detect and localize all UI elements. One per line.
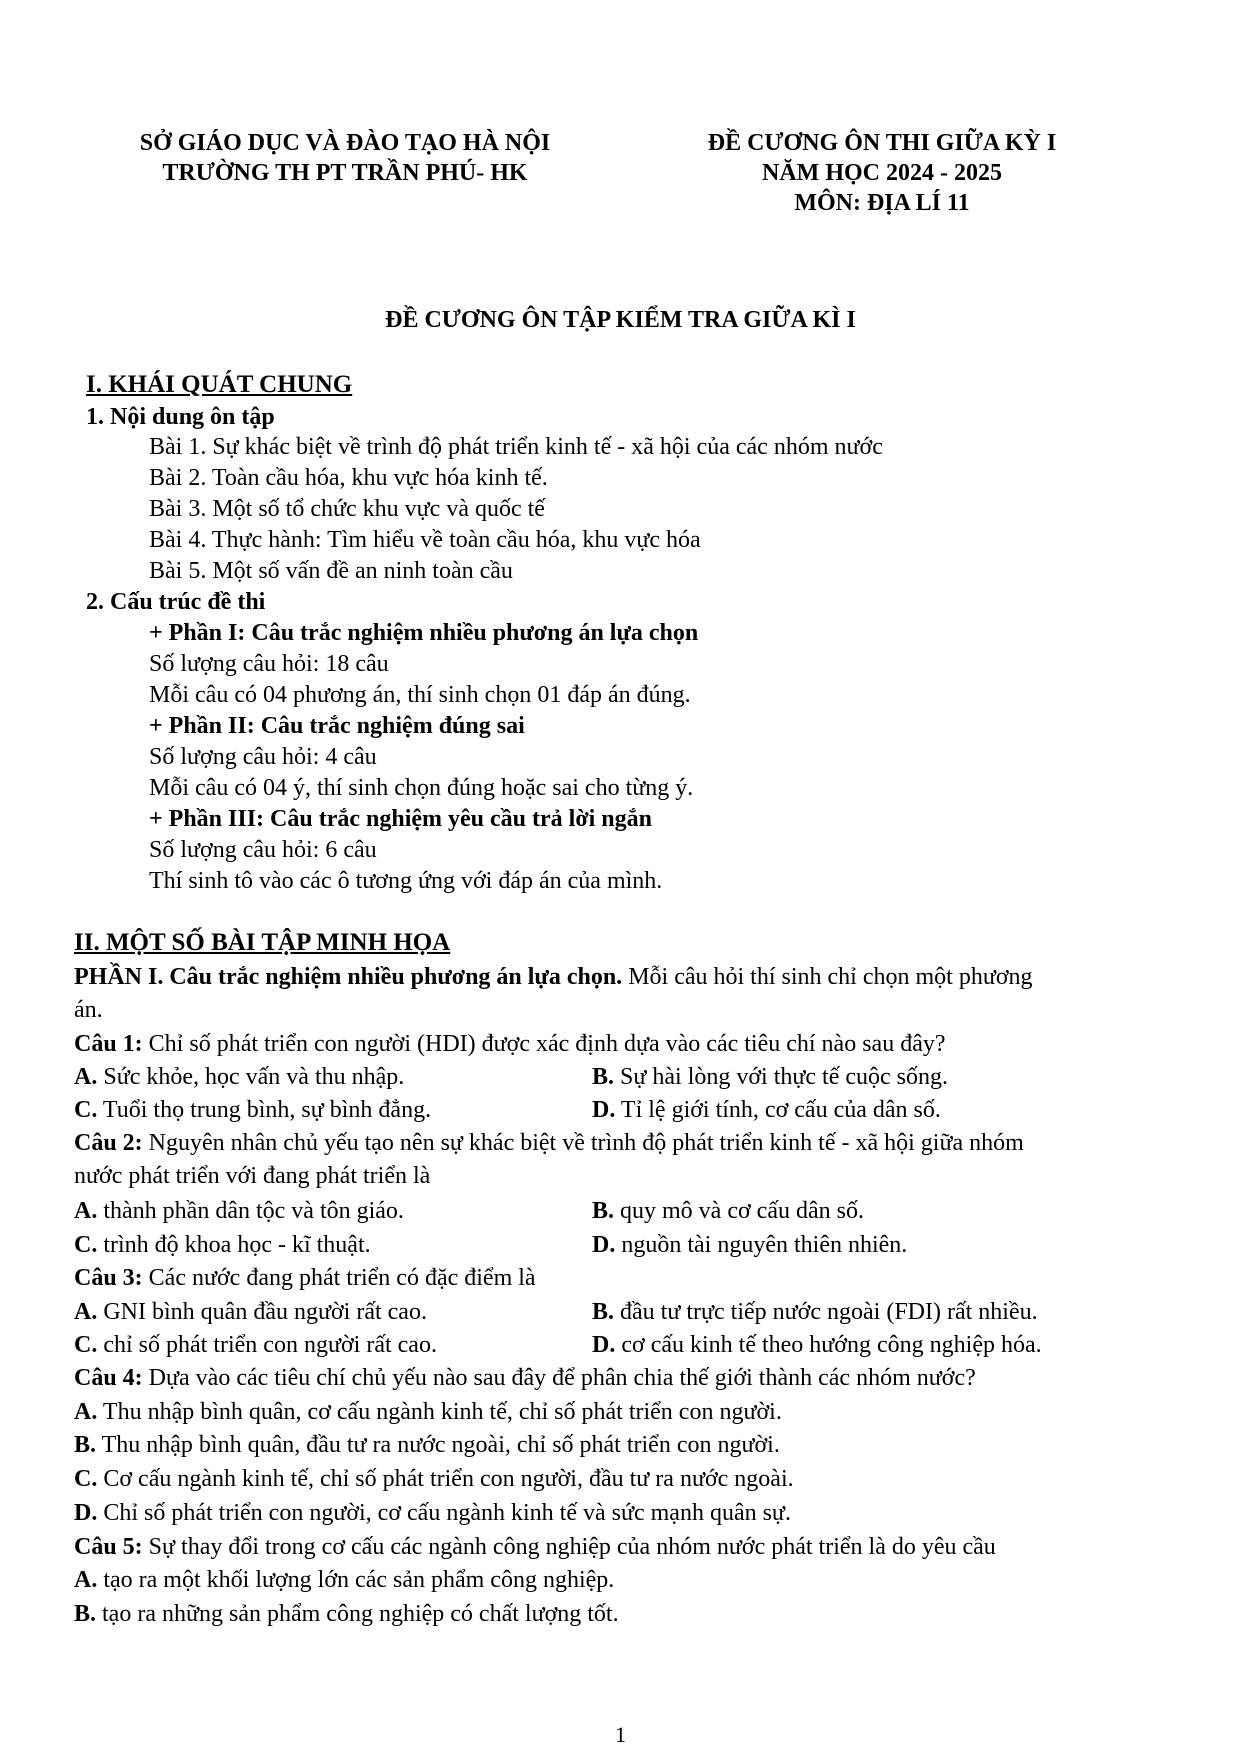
option-letter: B. (592, 1299, 615, 1325)
option-text: Tỉ lệ giới tính, cơ cấu của dân số. (620, 1097, 941, 1123)
subject: MÔN: ĐỊA LÍ 11 (794, 190, 970, 216)
option-letter: B. (74, 1601, 97, 1627)
option-letter: A. (74, 1064, 98, 1090)
document-title: ĐỀ CƯƠNG ÔN TẬP KIỂM TRA GIỮA KÌ I (385, 307, 856, 333)
option-letter: B. (592, 1198, 615, 1224)
question-text: Chỉ số phát triển con người (HDI) được xác định dựa vào các tiêu chí nào sau đây? (142, 1031, 946, 1057)
section-2-heading: II. MỘT SỐ BÀI TẬP MINH HỌA (74, 929, 451, 956)
question-3 (74, 1263, 536, 1293)
subsection-structure: 2. Cấu trúc đề thi (86, 589, 266, 615)
question-label: Câu 4: (74, 1365, 143, 1391)
part-intro (74, 962, 1033, 992)
question-text: Sự thay đổi trong cơ cấu các ngành công nghiệp của nhóm nước phát triển là do yêu cầu (142, 1534, 996, 1560)
lesson-item: Bài 5. Một số vấn đề an ninh toàn cầu (149, 558, 513, 584)
option-letter: D. (592, 1232, 616, 1258)
part-3-count: Số lượng câu hỏi: 6 câu (149, 837, 377, 863)
option-text: GNI bình quân đầu người rất cao. (103, 1299, 427, 1325)
option-b (592, 1062, 948, 1092)
lesson-item: Bài 3. Một số tổ chức khu vực và quốc tế (149, 496, 545, 522)
page-number: 1 (615, 1722, 626, 1747)
option-letter: A. (74, 1567, 98, 1593)
option-letter: C. (74, 1332, 98, 1358)
lesson-item: Bài 2. Toàn cầu hóa, khu vực hóa kinh tế. (149, 465, 548, 491)
option-d (592, 1095, 941, 1125)
option-c (74, 1330, 437, 1360)
question-label: Câu 5: (74, 1534, 143, 1560)
subsection-content: 1. Nội dung ôn tập (86, 404, 275, 430)
question-4 (74, 1363, 976, 1393)
part-1-desc: Mỗi câu có 04 phương án, thí sinh chọn 01 đáp án đúng. (149, 682, 691, 708)
option-b (74, 1430, 780, 1460)
option-letter: A. (74, 1399, 98, 1425)
question-text: Dựa vào các tiêu chí chủ yếu nào sau đây để phân chia thế giới thành các nhóm nước? (142, 1365, 976, 1391)
option-d (592, 1330, 1042, 1360)
option-c (74, 1095, 431, 1125)
part-intro-text: Mỗi câu hỏi thí sinh chỉ chọn một phương (622, 964, 1033, 990)
option-c (74, 1464, 794, 1494)
option-letter: D. (592, 1097, 616, 1123)
option-b (592, 1196, 864, 1226)
option-text: Tuổi thọ trung bình, sự bình đẳng. (102, 1097, 432, 1123)
department-name: SỞ GIÁO DỤC VÀ ĐÀO TẠO HÀ NỘI (139, 130, 551, 156)
question-5 (74, 1532, 996, 1562)
question-2 (74, 1128, 1024, 1158)
option-b (74, 1599, 619, 1629)
option-letter: A. (74, 1198, 98, 1224)
part-2-count: Số lượng câu hỏi: 4 câu (149, 744, 377, 770)
option-a (74, 1565, 614, 1595)
question-label: Câu 3: (74, 1265, 143, 1291)
part-3-title: + Phần III: Câu trắc nghiệm yêu cầu trả lời ngắn (149, 806, 652, 832)
option-a (74, 1196, 404, 1226)
school-year: NĂM HỌC 2024 - 2025 (762, 160, 1002, 186)
option-letter: B. (592, 1064, 615, 1090)
option-text: tạo ra những sản phẩm công nghiệp có chất lượng tốt. (102, 1601, 619, 1627)
option-a (74, 1062, 404, 1092)
part-1-title: + Phần I: Câu trắc nghiệm nhiều phương án lựa chọn (149, 620, 699, 646)
question-2-cont: nước phát triển với đang phát triển là (74, 1163, 431, 1189)
option-text: nguồn tài nguyên thiên nhiên. (621, 1232, 908, 1258)
part-intro-label: PHẦN I. Câu trắc nghiệm nhiều phương án lựa chọn. (74, 964, 623, 990)
part-2-title: + Phần II: Câu trắc nghiệm đúng sai (149, 713, 525, 739)
option-text: cơ cấu kinh tế theo hướng công nghiệp hóa. (621, 1332, 1042, 1358)
option-text: trình độ khoa học - kĩ thuật. (103, 1232, 371, 1258)
option-c (74, 1230, 371, 1260)
option-text: tạo ra một khối lượng lớn các sản phẩm công nghiệp. (103, 1567, 615, 1593)
option-letter: C. (74, 1232, 98, 1258)
lesson-item: Bài 1. Sự khác biệt về trình độ phát triển kinh tế - xã hội của các nhóm nước (149, 434, 883, 460)
option-d (74, 1498, 791, 1528)
option-letter: B. (74, 1432, 97, 1458)
option-text: thành phần dân tộc và tôn giáo. (103, 1198, 404, 1224)
part-2-desc: Mỗi câu có 04 ý, thí sinh chọn đúng hoặc sai cho từng ý. (149, 775, 694, 801)
option-letter: C. (74, 1466, 98, 1492)
question-label: Câu 2: (74, 1130, 143, 1156)
option-text: quy mô và cơ cấu dân số. (620, 1198, 864, 1224)
option-a (74, 1397, 782, 1427)
option-letter: A. (74, 1299, 98, 1325)
option-d (592, 1230, 907, 1260)
question-text: Nguyên nhân chủ yếu tạo nên sự khác biệt về trình độ phát triển kinh tế - xã hội giữa nhóm (142, 1130, 1024, 1156)
option-text: Chỉ số phát triển con người, cơ cấu ngành kinh tế và sức mạnh quân sự. (103, 1500, 791, 1526)
part-intro-cont: án. (74, 997, 103, 1023)
option-letter: D. (592, 1332, 616, 1358)
option-text: Thu nhập bình quân, cơ cấu ngành kinh tế, chỉ số phát triển con người. (102, 1399, 782, 1425)
option-text: đầu tư trực tiếp nước ngoài (FDI) rất nhiều. (620, 1299, 1038, 1325)
school-name: TRƯỜNG TH PT TRẦN PHÚ- HK (162, 160, 528, 186)
option-letter: C. (74, 1097, 98, 1123)
header-right (652, 128, 1112, 218)
option-text: Sự hài lòng với thực tế cuộc sống. (620, 1064, 949, 1090)
question-label: Câu 1: (74, 1031, 143, 1057)
lesson-item: Bài 4. Thực hành: Tìm hiểu về toàn cầu hóa, khu vực hóa (149, 527, 701, 553)
section-1-heading: I. KHÁI QUÁT CHUNG (86, 371, 353, 398)
header-left (86, 128, 604, 188)
exam-title: ĐỀ CƯƠNG ÔN THI GIỮA KỲ I (707, 130, 1057, 156)
option-text: chỉ số phát triển con người rất cao. (103, 1332, 437, 1358)
question-1 (74, 1029, 946, 1059)
option-letter: D. (74, 1500, 98, 1526)
option-b (592, 1297, 1038, 1327)
part-3-desc: Thí sinh tô vào các ô tương ứng với đáp án của mình. (149, 868, 663, 894)
part-1-count: Số lượng câu hỏi: 18 câu (149, 651, 389, 677)
option-a (74, 1297, 427, 1327)
question-text: Các nước đang phát triển có đặc điểm là (142, 1265, 536, 1291)
option-text: Thu nhập bình quân, đầu tư ra nước ngoài, chỉ số phát triển con người. (101, 1432, 780, 1458)
option-text: Cơ cấu ngành kinh tế, chỉ số phát triển con người, đầu tư ra nước ngoài. (103, 1466, 794, 1492)
option-text: Sức khỏe, học vấn và thu nhập. (103, 1064, 405, 1090)
